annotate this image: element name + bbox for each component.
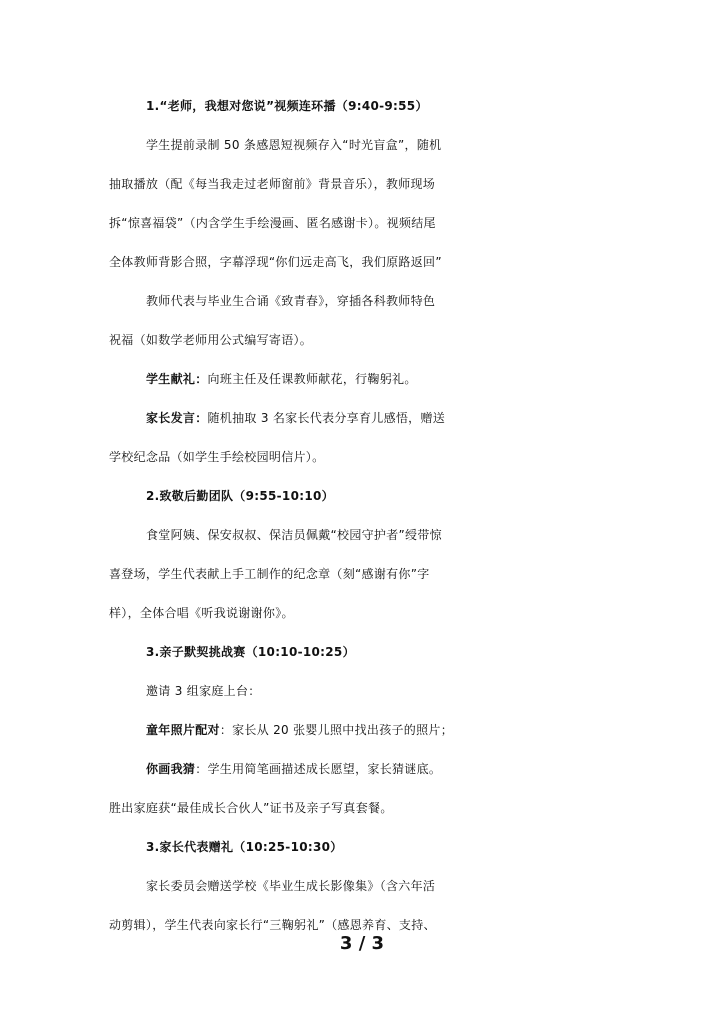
- paragraph-line: 食堂阿姨、保安叔叔、保洁员佩戴“校园守护者”绶带惊: [146, 528, 442, 542]
- inline-text: 向班主任及任课教师献花，行鞠躬礼。: [207, 372, 417, 386]
- inline-label: 你画我猜: [146, 762, 196, 776]
- section-heading: 1.“老师，我想对您说”视频连环播（9:40-9:55）: [146, 99, 428, 113]
- paragraph-line: [0, 717, 724, 743]
- paragraph-line: 家长委员会赠送学校《毕业生成长影像集》（含六年活: [146, 879, 436, 893]
- section-heading: 3.家长代表赠礼（10:25-10:30）: [146, 840, 343, 854]
- paragraph-line: 动剪辑），学生代表向家长行“三鞠躬礼”（感恩养育、支持、: [109, 918, 436, 932]
- paragraph-line: [0, 756, 724, 782]
- inline-label: 童年照片配对: [146, 723, 220, 737]
- inline-text: ：学生用简笔画描述成长愿望，家长猜谜底。: [195, 762, 442, 776]
- paragraph-line: 学生提前录制 50 条感恩短视频存入“时光盲盒”，随机: [146, 138, 442, 152]
- paragraph-line: 胜出家庭获“最佳成长合伙人”证书及亲子写真套餐。: [109, 801, 393, 815]
- paragraph-line: 样），全体合唱《听我说谢谢你》。: [109, 606, 294, 620]
- paragraph-line: 学校纪念品（如学生手绘校园明信片）。: [109, 450, 325, 464]
- page-number: 3 / 3: [339, 933, 385, 954]
- paragraph-line: [0, 366, 724, 392]
- inline-text: ：家长从 20 张婴儿照中找出孩子的照片；: [219, 723, 454, 737]
- paragraph-line: 喜登场，学生代表献上手工制作的纪念章（刻“感谢有你”字: [109, 567, 430, 581]
- section-heading: 2.致敬后勤团队（9:55-10:10）: [146, 489, 334, 503]
- paragraph-line: 拆“惊喜福袋”（内含学生手绘漫画、匿名感谢卡）。视频结尾: [109, 216, 436, 230]
- inline-text: 随机抽取 3 名家长代表分享育儿感悟，赠送: [207, 411, 446, 425]
- paragraph-line: [0, 405, 724, 431]
- paragraph-line: 祝福（如数学老师用公式编写寄语）。: [109, 333, 313, 347]
- section-heading: 3.亲子默契挑战赛（10:10-10:25）: [146, 645, 355, 659]
- inline-label: 家长发言：: [146, 411, 208, 425]
- paragraph-line: 全体教师背影合照，字幕浮现“你们远走高飞，我们原路返回”: [109, 255, 442, 269]
- paragraph-line: 抽取播放（配《每当我走过老师窗前》背景音乐），教师现场: [109, 177, 436, 191]
- inline-label: 学生献礼：: [146, 372, 208, 386]
- paragraph-line: 邀请 3 组家庭上台：: [146, 684, 261, 698]
- paragraph-line: 教师代表与毕业生合诵《致青春》，穿插各科教师特色: [146, 294, 436, 308]
